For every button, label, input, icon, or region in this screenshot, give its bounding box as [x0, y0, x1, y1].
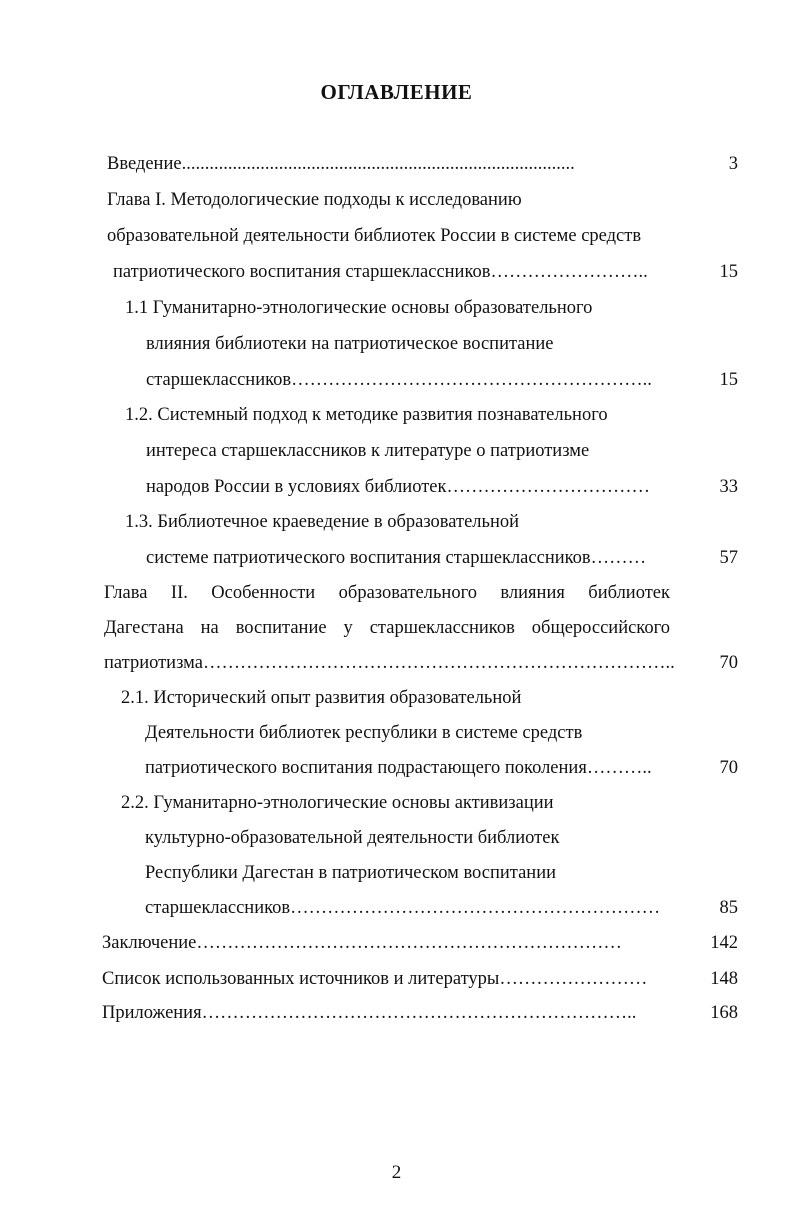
toc-entry-text: системе патриотического воспитания старшеклассников — [146, 548, 591, 568]
toc-entry-chapter-1-line3[interactable] — [113, 260, 648, 284]
toc-entry-intro[interactable] — [107, 152, 575, 176]
toc-entry-section-2-2-line1[interactable]: 2.2. Гуманитарно-этнологические основы активизации — [121, 793, 554, 813]
toc-leader-dots: ………………………………………………………………….. — [202, 653, 675, 673]
toc-page-number: 57 — [719, 548, 738, 568]
toc-page-number: 70 — [719, 653, 738, 673]
toc-page-number: 142 — [710, 933, 738, 953]
toc-entry-section-1-3-line1[interactable]: 1.3. Библиотечное краеведение в образовательной — [125, 512, 520, 532]
toc-entry-text: старшеклассников — [145, 898, 291, 918]
toc-page-number: 85 — [719, 898, 738, 918]
toc-page-number: 168 — [710, 1003, 738, 1023]
toc-entry-text: Список использованных источников и литературы — [102, 969, 500, 989]
toc-entry-references[interactable] — [102, 967, 647, 991]
toc-entry-text: Приложения — [102, 1003, 202, 1023]
toc-page-number: 15 — [719, 370, 738, 390]
toc-entry-section-1-3-line2[interactable] — [146, 546, 646, 570]
toc-entry-section-2-1-line1[interactable]: 2.1. Исторический опыт развития образовательной — [121, 688, 522, 708]
toc-entry-section-2-1-line3[interactable] — [145, 756, 652, 780]
toc-entry-section-1-1-line2[interactable]: влияния библиотеки на патриотическое воспитание — [146, 334, 554, 354]
toc-entry-section-1-2-line3[interactable] — [146, 475, 650, 499]
toc-entry-text: патриотического воспитания старшеклассников — [113, 262, 491, 282]
toc-page-number: 15 — [719, 262, 738, 282]
toc-entry-text: народов России в условиях библиотек — [146, 477, 447, 497]
toc-entry-section-2-2-line3[interactable]: Республики Дагестан в патриотическом воспитании — [145, 863, 557, 883]
toc-entry-appendices[interactable] — [102, 1001, 636, 1025]
toc-entry-section-2-2-line4[interactable] — [145, 896, 660, 920]
toc-leader-dots: …………………….. — [490, 262, 648, 282]
toc-entry-text: старшеклассников — [146, 370, 292, 390]
toc-entry-text: патриотического воспитания подрастающего поколения — [145, 758, 587, 778]
toc-entry-section-1-2-line1[interactable]: 1.2. Системный подход к методике развития познавательного — [125, 405, 608, 425]
toc-leader-dots: ..................................................................................... — [181, 154, 575, 174]
toc-page-number: 148 — [710, 969, 738, 989]
toc-entry-chapter-1-line2[interactable]: образовательной деятельности библиотек России в системе средств — [107, 226, 642, 246]
page-number: 2 — [391, 1162, 402, 1183]
toc-page-number: 33 — [719, 477, 738, 497]
page-title: ОГЛАВЛЕНИЕ — [320, 80, 473, 104]
toc-entry-section-2-2-line2[interactable]: культурно-образовательной деятельности библиотек — [145, 828, 560, 848]
toc-leader-dots: …………………… — [499, 969, 648, 989]
toc-entry-text: патриотизма — [104, 653, 203, 673]
toc-entry-text: Заключение — [102, 933, 197, 953]
toc-entry-conclusion[interactable] — [102, 931, 622, 955]
toc-entry-section-2-1-line2[interactable]: Деятельности библиотек республики в системе средств — [145, 723, 583, 743]
toc-leader-dots: ……… — [590, 548, 647, 568]
toc-leader-dots: …………………………… — [446, 477, 650, 497]
toc-entry-text: Введение — [107, 154, 182, 174]
toc-leader-dots: …………………………………………………… — [290, 898, 661, 918]
toc-entry-chapter-2-line1[interactable]: Глава II. Особенности образовательного влияния библиотек — [104, 583, 670, 603]
toc-entry-section-1-1-line1[interactable]: 1.1 Гуманитарно-этнологические основы образовательного — [125, 298, 593, 318]
toc-entry-chapter-2-line2[interactable]: Дагестана на воспитание у старшеклассников общероссийского — [104, 618, 670, 638]
toc-leader-dots: ……….. — [586, 758, 652, 778]
toc-leader-dots: ………………………………………………….. — [291, 370, 652, 390]
toc-leader-dots: …………………………………………………………… — [196, 933, 622, 953]
toc-page-number: 70 — [719, 758, 738, 778]
toc-page-number: 3 — [728, 154, 738, 174]
toc-entry-chapter-2-line3[interactable] — [104, 651, 675, 675]
toc-entry-section-1-1-line3[interactable] — [146, 368, 652, 392]
toc-entry-chapter-1-line1[interactable]: Глава I. Методологические подходы к исследованию — [107, 190, 522, 210]
toc-entry-section-1-2-line2[interactable]: интереса старшеклассников к литературе о патриотизме — [146, 441, 590, 461]
toc-leader-dots: …………………………………………………………….. — [201, 1003, 637, 1023]
